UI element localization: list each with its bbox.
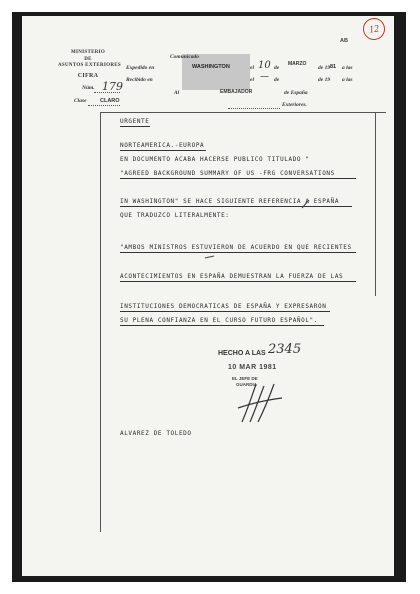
- expedido-hora-label: a las: [342, 65, 353, 71]
- expedido-de-label: de: [274, 65, 280, 71]
- body-line-4: "AGREED BACKGROUND SUMMARY OF US -FRG CONVERSATIONS: [120, 170, 335, 177]
- expedido-month: MARZO: [288, 61, 307, 67]
- embajador-label: EMBAJADOR: [220, 89, 253, 95]
- pen-mark: [300, 198, 312, 210]
- recibido-label: Recibido en: [126, 77, 153, 83]
- stamp-line2: GUARDIA: [236, 382, 257, 387]
- body-line-10: SU PLENA CONFIANZA EN EL CURSO FUTURO ESPAÑOL".: [120, 317, 318, 324]
- cifra-label: CIFRA: [77, 73, 99, 79]
- comunicado-label: Comunicado: [170, 54, 200, 60]
- folio-number: 12: [368, 22, 380, 36]
- body-line-2: NORTEAMERICA.-EUROPA: [120, 142, 205, 149]
- recibido-hora-label: a las: [342, 77, 353, 83]
- ministry-line1: MINISTERIO: [70, 50, 106, 55]
- num-label: Núm.: [82, 85, 95, 91]
- body-line-3: EN DOCUMENTO ACABA HACERSE PUBLICO TITULADO ": [120, 156, 310, 163]
- body-line-6: QUE TRADUZCO LITERALMENTE:: [120, 212, 230, 219]
- expedido-city: WASHINGTON: [192, 64, 230, 70]
- stamp-date: 10 MAR 1981: [228, 364, 277, 371]
- folio-code: AB: [340, 38, 348, 44]
- exteriores-label: Exteriores.: [282, 102, 307, 108]
- hecho-time: 2345: [268, 342, 302, 357]
- body-line-urgente: URGENTE: [120, 118, 150, 125]
- clase-value: CLARO: [100, 98, 120, 104]
- ministry-line2: DE: [84, 57, 92, 62]
- expedido-year: 81: [330, 64, 337, 70]
- body-line-8: ACONTECIMIENTOS EN ESPAÑA DEMUESTRAN LA FUERZA DE LAS: [120, 273, 344, 280]
- expedido-year-label: de 19: [318, 65, 331, 71]
- folio-number-circle: [362, 17, 387, 42]
- stamp-line1: EL JEFE DE: [232, 376, 258, 381]
- al-label: Al: [174, 90, 180, 96]
- recibido-de-label: de: [274, 77, 280, 83]
- num-value: 179: [102, 80, 123, 93]
- recibido-year-label: de 19: [318, 77, 331, 83]
- expedido-day: 10: [258, 60, 271, 71]
- signer-name: ALVAREZ DE TOLEDO: [120, 430, 192, 437]
- document-page: [22, 16, 394, 576]
- expedido-label: Expedido en: [126, 65, 155, 71]
- expedido-el-label: el: [250, 65, 254, 71]
- clase-label: Clase: [74, 98, 87, 104]
- recibido-el-label: el: [250, 77, 254, 83]
- ministry-line3: ASUNTOS EXTERIORES: [58, 63, 121, 68]
- handwritten-signature: [236, 378, 286, 426]
- body-line-5: IN WASHINGTON" SE HACE SIGUIENTE REFERENCIA A ESPAÑA: [120, 198, 340, 205]
- espana-label: de España: [284, 90, 308, 96]
- recibido-day: —: [260, 72, 269, 82]
- pen-mark: [204, 254, 216, 260]
- body-line-9: INSTITUCIONES DEMOCRATICAS DE ESPAÑA Y EXPRESARON: [120, 303, 327, 310]
- hecho-label: HECHO A LAS: [218, 350, 266, 357]
- body-line-7: "AMBOS MINISTROS ESTUVIERON DE ACUERDO EN QUE RECIENTES: [120, 244, 352, 251]
